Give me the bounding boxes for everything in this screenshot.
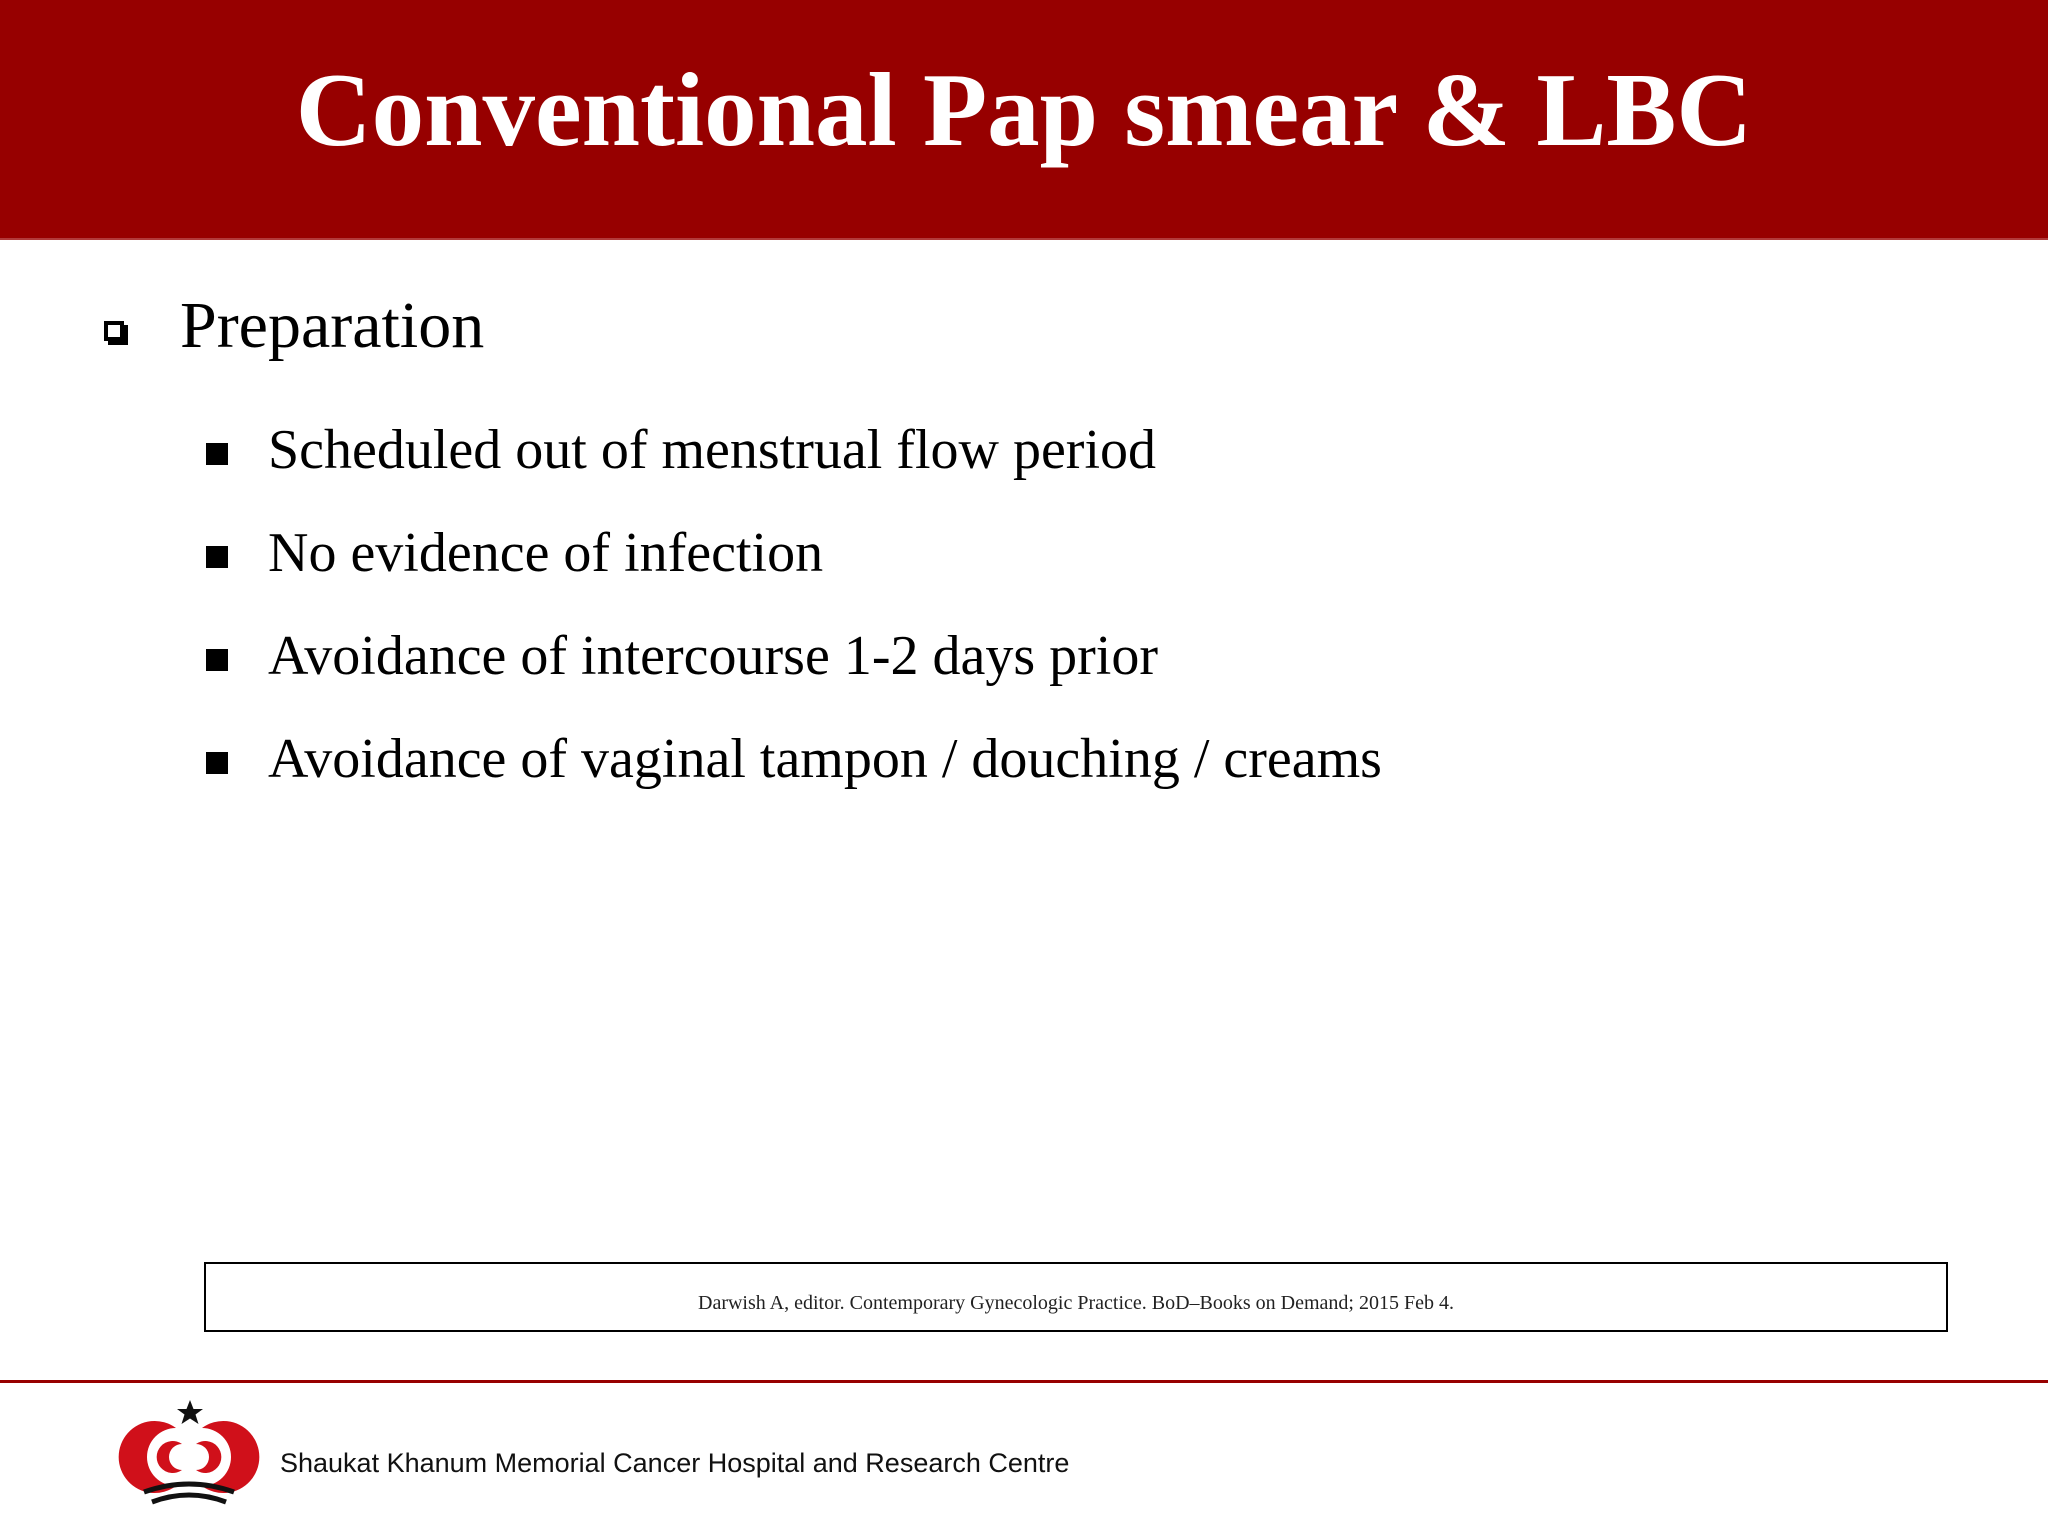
title-bar [0,0,2048,240]
heading-text: Preparation [180,289,485,362]
inner-right-shape [196,1441,221,1473]
bullet-text: Avoidance of intercourse 1-2 days prior [268,624,1158,687]
square-bullet-icon [206,443,228,465]
footer-divider [0,1380,2048,1383]
inner-left-shape [157,1441,182,1473]
bullet-list [206,398,1382,810]
star-shape [177,1400,203,1424]
bullet-text: No evidence of infection [268,521,824,584]
bullet-text: Scheduled out of menstrual flow period [268,418,1157,481]
hollow-square-bullet-icon [104,321,124,341]
slide-title: Conventional Pap smear & LBC [295,51,1753,168]
skmch-crescent-star-logo-icon [116,1398,262,1508]
heading-preparation [104,286,484,366]
square-bullet-icon [206,752,228,774]
bullet-item [206,398,1382,501]
base-arc-2 [152,1495,226,1502]
bullet-item [206,501,1382,604]
citation-box [204,1262,1948,1332]
bullet-text: Avoidance of vaginal tampon / douching / creams [268,727,1382,790]
footer-institution: Shaukat Khanum Memorial Cancer Hospital and Research Centre [280,1448,1070,1478]
square-bullet-icon [206,546,228,568]
citation-text: Darwish A, editor. Contemporary Gynecologic Practice. BoD–Books on Demand; 2015 Feb 4. [698,1292,1454,1314]
square-bullet-icon [206,649,228,671]
bullet-item [206,604,1382,707]
bullet-item [206,707,1382,810]
